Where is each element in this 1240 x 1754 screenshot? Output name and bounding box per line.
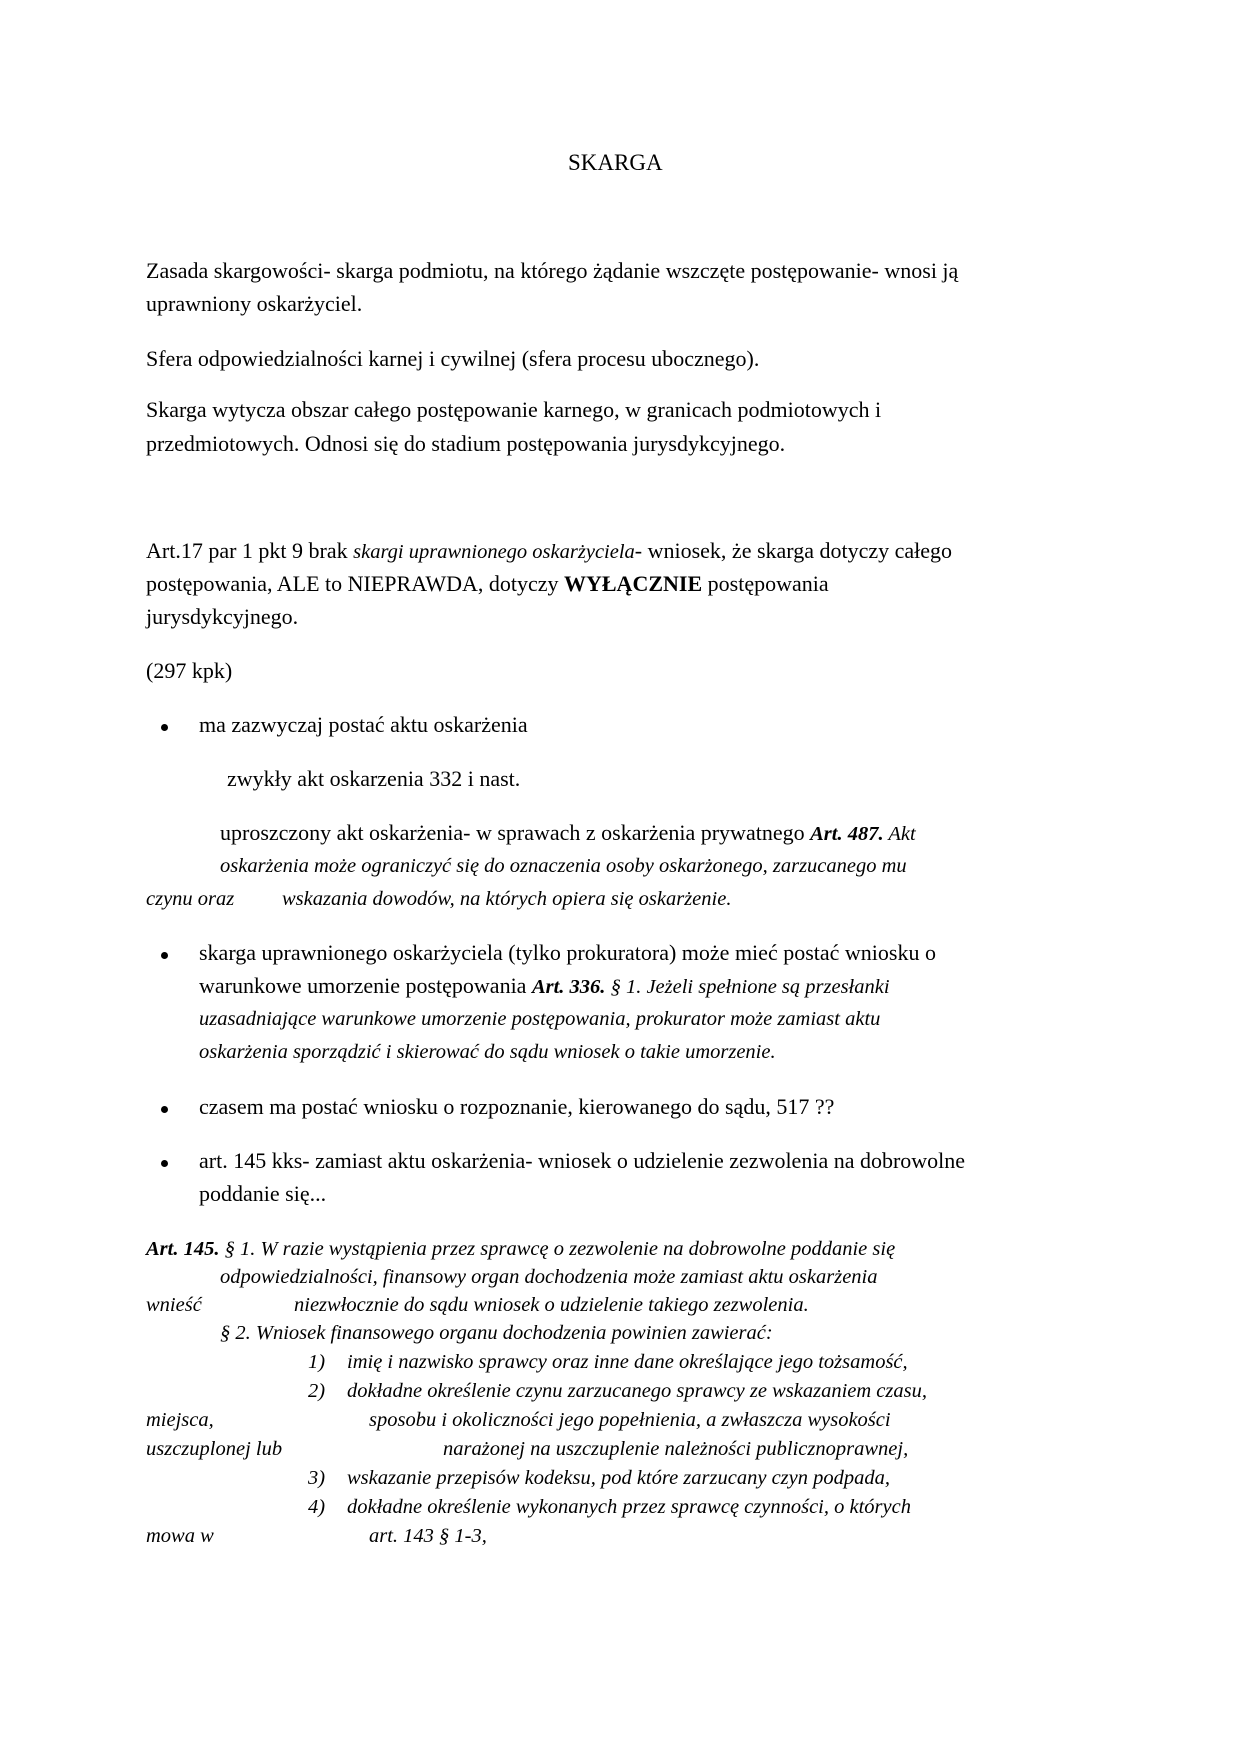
italic-run: skargi uprawnionego oskarżyciela [353, 541, 635, 563]
list-item-line: narażonej na uszczuplenie należności publicznoprawnej, [443, 1438, 909, 1460]
list-item: dokładne określenie wykonanych przez sprawcę czynności, o których [347, 1496, 911, 1518]
paragraph-line [146, 571, 829, 597]
list-item-line: miejsca, [146, 1409, 214, 1431]
list-number: 2) [308, 1380, 326, 1402]
text-run: warunkowe umorzenie postępowania [199, 973, 532, 998]
document-title: SKARGA [568, 150, 663, 175]
paragraph-line: (297 kpk) [146, 658, 233, 683]
paragraph-line: wnieść [146, 1294, 202, 1316]
bullet-item: czasem ma postać wniosku o rozpoznanie, kierowanego do sądu, 517 ?? [199, 1094, 835, 1119]
paragraph-line: niezwłocznie do sądu wniosek o udzielenie takiego zezwolenia. [294, 1294, 809, 1316]
text-run: Art.17 par 1 pkt 9 brak [146, 538, 354, 563]
list-item-line: uszczuplonej lub [146, 1438, 283, 1460]
bullet-icon [161, 952, 168, 959]
bullet-item: skarga uprawnionego oskarżyciela (tylko prokuratora) może mieć postać wniosku o [199, 940, 936, 965]
list-item: imię i nazwisko sprawcy oraz inne dane określające jego tożsamość, [347, 1351, 908, 1373]
paragraph-line: odpowiedzialności, finansowy organ dochodzenia może zamiast aktu oskarżenia [220, 1266, 878, 1288]
bold-run: WYŁĄCZNIE [564, 571, 703, 596]
bullet-item: ma zazwyczaj postać aktu oskarżenia [199, 712, 528, 737]
paragraph-line: oskarżenia może ograniczyć się do oznaczenia osoby oskarżonego, zarzucanego mu [220, 855, 907, 877]
bullet-item-line [199, 973, 890, 1000]
list-item-line: mowa w [146, 1525, 214, 1547]
paragraph-line: przedmiotowych. Odnosi się do stadium postępowania jurysdykcyjnego. [146, 431, 786, 456]
italic-run: § 1. W razie wystąpienia przez sprawcę o zezwolenie na dobrowolne poddanie się [219, 1238, 896, 1260]
list-item: dokładne określenie czynu zarzucanego sprawcy ze wskazaniem czasu, [347, 1380, 927, 1402]
list-number: 3) [308, 1467, 326, 1489]
paragraph-line: Zasada skargowości- skarga podmiotu, na którego żądanie wszczęte postępowanie- wnosi ją [146, 258, 959, 283]
paragraph-line [220, 820, 916, 847]
list-item-line: sposobu i okoliczności jego popełnienia, a zwłaszcza wysokości [369, 1409, 891, 1431]
paragraph-line: Sfera odpowiedzialności karnej i cywilnej (sfera procesu ubocznego). [146, 346, 760, 371]
italic-run: Akt [883, 823, 916, 845]
list-number: 1) [308, 1351, 326, 1373]
paragraph-line: uprawniony oskarżyciel. [146, 291, 363, 316]
paragraph-line: § 2. Wniosek finansowego organu dochodzenia powinien zawierać: [220, 1322, 773, 1344]
paragraph-line: czynu oraz [146, 888, 235, 910]
paragraph-line [146, 1236, 895, 1262]
bullet-icon [161, 724, 168, 731]
italic-run: § 1. Jeżeli spełnione są przesłanki [605, 976, 890, 998]
text-run: uproszczony akt oskarżenia- w sprawach z oskarżenia prywatnego [220, 820, 811, 845]
paragraph-line [146, 538, 952, 565]
bullet-icon [161, 1106, 168, 1113]
text-run: postępowania [702, 571, 829, 596]
bullet-icon [161, 1160, 168, 1167]
bold-italic-run: Art. 487. [810, 823, 884, 845]
bullet-item-line: oskarżenia sporządzić i skierować do sądu wniosek o takie umorzenie. [199, 1041, 776, 1063]
bullet-item-line: uzasadniające warunkowe umorzenie postępowania, prokurator może zamiast aktu [199, 1008, 881, 1030]
list-item: wskazanie przepisów kodeksu, pod które zarzucany czyn podpada, [347, 1467, 890, 1489]
list-number: 4) [308, 1496, 326, 1518]
list-item-line: art. 143 § 1-3, [369, 1525, 487, 1547]
text-run: postępowania, ALE to NIEPRAWDA, dotyczy [146, 571, 564, 596]
bold-italic-run: Art. 145. [146, 1238, 220, 1260]
text-run: - wniosek, że skarga dotyczy całego [634, 538, 953, 563]
bold-italic-run: Art. 336. [531, 976, 606, 998]
paragraph-line: Skarga wytycza obszar całego postępowanie karnego, w granicach podmiotowych i [146, 397, 882, 422]
bullet-item: art. 145 kks- zamiast aktu oskarżenia- wniosek o udzielenie zezwolenia na dobrowolne [199, 1148, 966, 1173]
paragraph-line: jurysdykcyjnego. [146, 604, 299, 629]
paragraph-line: wskazania dowodów, na których opiera się oskarżenie. [282, 888, 732, 910]
bullet-item-line: poddanie się... [199, 1181, 327, 1206]
paragraph-line: zwykły akt oskarzenia 332 i nast. [227, 766, 521, 791]
